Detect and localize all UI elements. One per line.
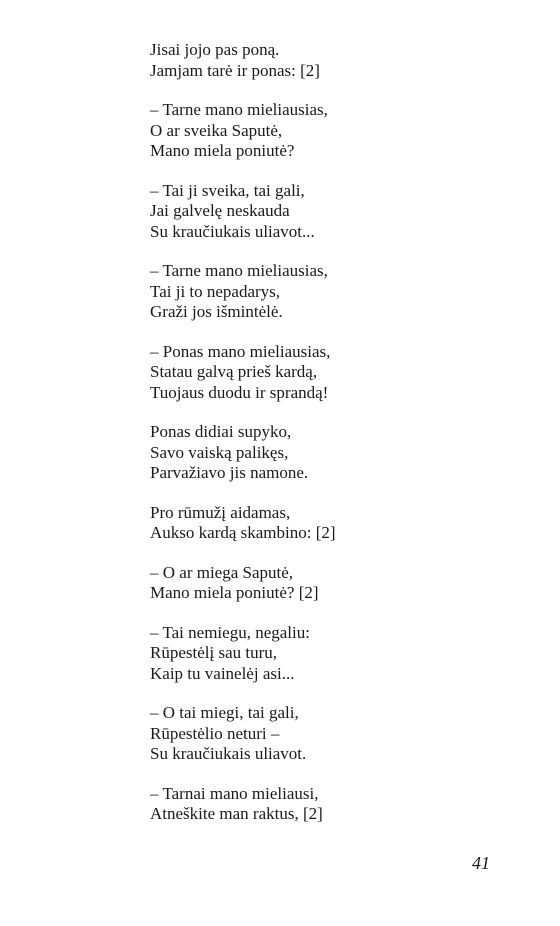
stanza — [150, 503, 450, 544]
poem-line: Su kraučiukais uliavot... — [150, 221, 315, 241]
stanza — [150, 422, 450, 484]
poem-line: Pro rūmužį aidamas, — [150, 502, 291, 522]
stanza — [150, 40, 450, 81]
poem-line: – Tarne mano mieliausias, — [150, 100, 328, 119]
poem-line: – Tai ji sveika, tai gali, — [150, 180, 305, 200]
poem-line: Jai galvelę neskauda — [150, 201, 290, 220]
poem-line: Su kraučiukais uliavot. — [150, 744, 307, 763]
poem-line: – Ponas mano mieliausias, — [150, 341, 331, 361]
stanza — [150, 261, 450, 323]
stanza — [150, 181, 450, 243]
poem-line: Mano miela poniutė? — [150, 141, 295, 160]
poem-line: Ponas didiai supyko, — [150, 422, 292, 441]
poem-line: Jisai jojo pas poną. — [150, 40, 280, 59]
stanza — [150, 100, 450, 162]
poem-line: – Tarne mano mieliausias, — [150, 261, 328, 280]
poem-line: Aukso kardą skambino: [2] — [150, 523, 336, 542]
stanza — [150, 784, 450, 825]
poem-line: – Tai nemiegu, negaliu: — [150, 622, 310, 642]
poem-line: Jamjam tarė ir ponas: [2] — [150, 60, 320, 80]
poem-line: Mano miela poniutė? [2] — [150, 583, 319, 602]
poem-line: Rūpestėlį sau turu, — [150, 643, 278, 662]
page-number: 41 — [472, 853, 490, 873]
stanza — [150, 563, 450, 604]
poem-line: Graži jos išmintėlė. — [150, 302, 283, 321]
poem-line: Statau galvą prieš kardą, — [150, 362, 318, 381]
poem-line: – Tarnai mano mieliausi, — [150, 783, 319, 803]
poem-line: Atneškite man raktus, [2] — [150, 804, 323, 823]
stanza — [150, 623, 450, 685]
poem-line: O ar sveika Saputė, — [150, 120, 283, 140]
poem-line: Kaip tu vainelėj asi... — [150, 663, 295, 683]
poem-line: Rūpestėlio neturi – — [150, 723, 280, 743]
poem-line: Tuojaus duodu ir sprandą! — [150, 382, 329, 402]
stanza — [150, 703, 450, 765]
poem-line: – O ar miega Saputė, — [150, 562, 294, 582]
poem-text — [150, 40, 450, 844]
poem-line: Parvažiavo jis namone. — [150, 463, 309, 482]
stanza — [150, 342, 450, 404]
poem-line: – O tai miegi, tai gali, — [150, 703, 299, 722]
poem-line: Tai ji to nepadarys, — [150, 281, 281, 301]
poem-line: Savo vaiską palikęs, — [150, 442, 289, 462]
